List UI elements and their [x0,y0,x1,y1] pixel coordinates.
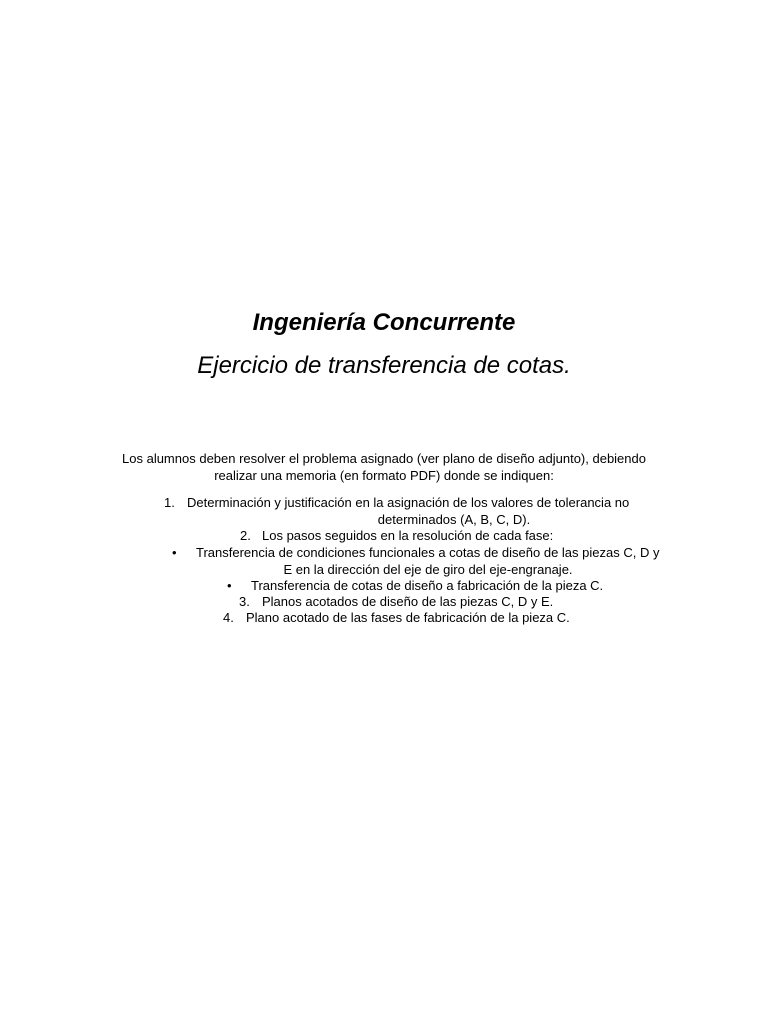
list-item-3 [239,594,599,611]
list-marker-4: 4. [223,610,234,625]
intro-line-1: Los alumnos deben resolver el problema asignado (ver plano de diseño adjunto), debiendo [122,451,646,466]
list-item-3-line-1: Planos acotados de diseño de las piezas C, D y E. [262,594,554,609]
list-bullet-2-line-1: Transferencia de cotas de diseño a fabricación de la pieza C. [251,578,604,593]
list-item-1-line-1: Determinación y justificación en la asignación de los valores de tolerancia no [187,495,630,510]
list-marker-2: 2. [240,528,251,543]
list-item-4 [223,610,603,627]
bullet-marker-2: • [227,578,232,593]
list-item-4-line-1: Plano acotado de las fases de fabricación de la pieza C. [246,610,570,625]
list-item-1 [164,495,644,529]
document-subtitle: Ejercicio de transferencia de cotas. [197,352,571,379]
bullet-marker-1: • [172,545,177,560]
list-marker-1: 1. [164,495,175,510]
list-marker-3: 3. [239,594,250,609]
intro-paragraph [120,451,648,484]
list-item-1-line-2: determinados (A, B, C, D). [377,512,531,527]
list-item-2 [240,528,600,545]
list-bullet-1-line-1: Transferencia de condiciones funcionales a cotas de diseño de las piezas C, D y [196,545,660,560]
document-title: Ingeniería Concurrente [252,309,516,336]
list-bullet-2 [227,578,627,595]
list-item-2-line-1: Los pasos seguidos en la resolución de cada fase: [262,528,554,543]
intro-line-2: realizar una memoria (en formato PDF) donde se indiquen: [214,467,554,483]
list-bullet-1 [172,545,668,579]
list-bullet-1-line-2: E en la dirección del eje de giro del eje-engranaje. [283,562,573,577]
